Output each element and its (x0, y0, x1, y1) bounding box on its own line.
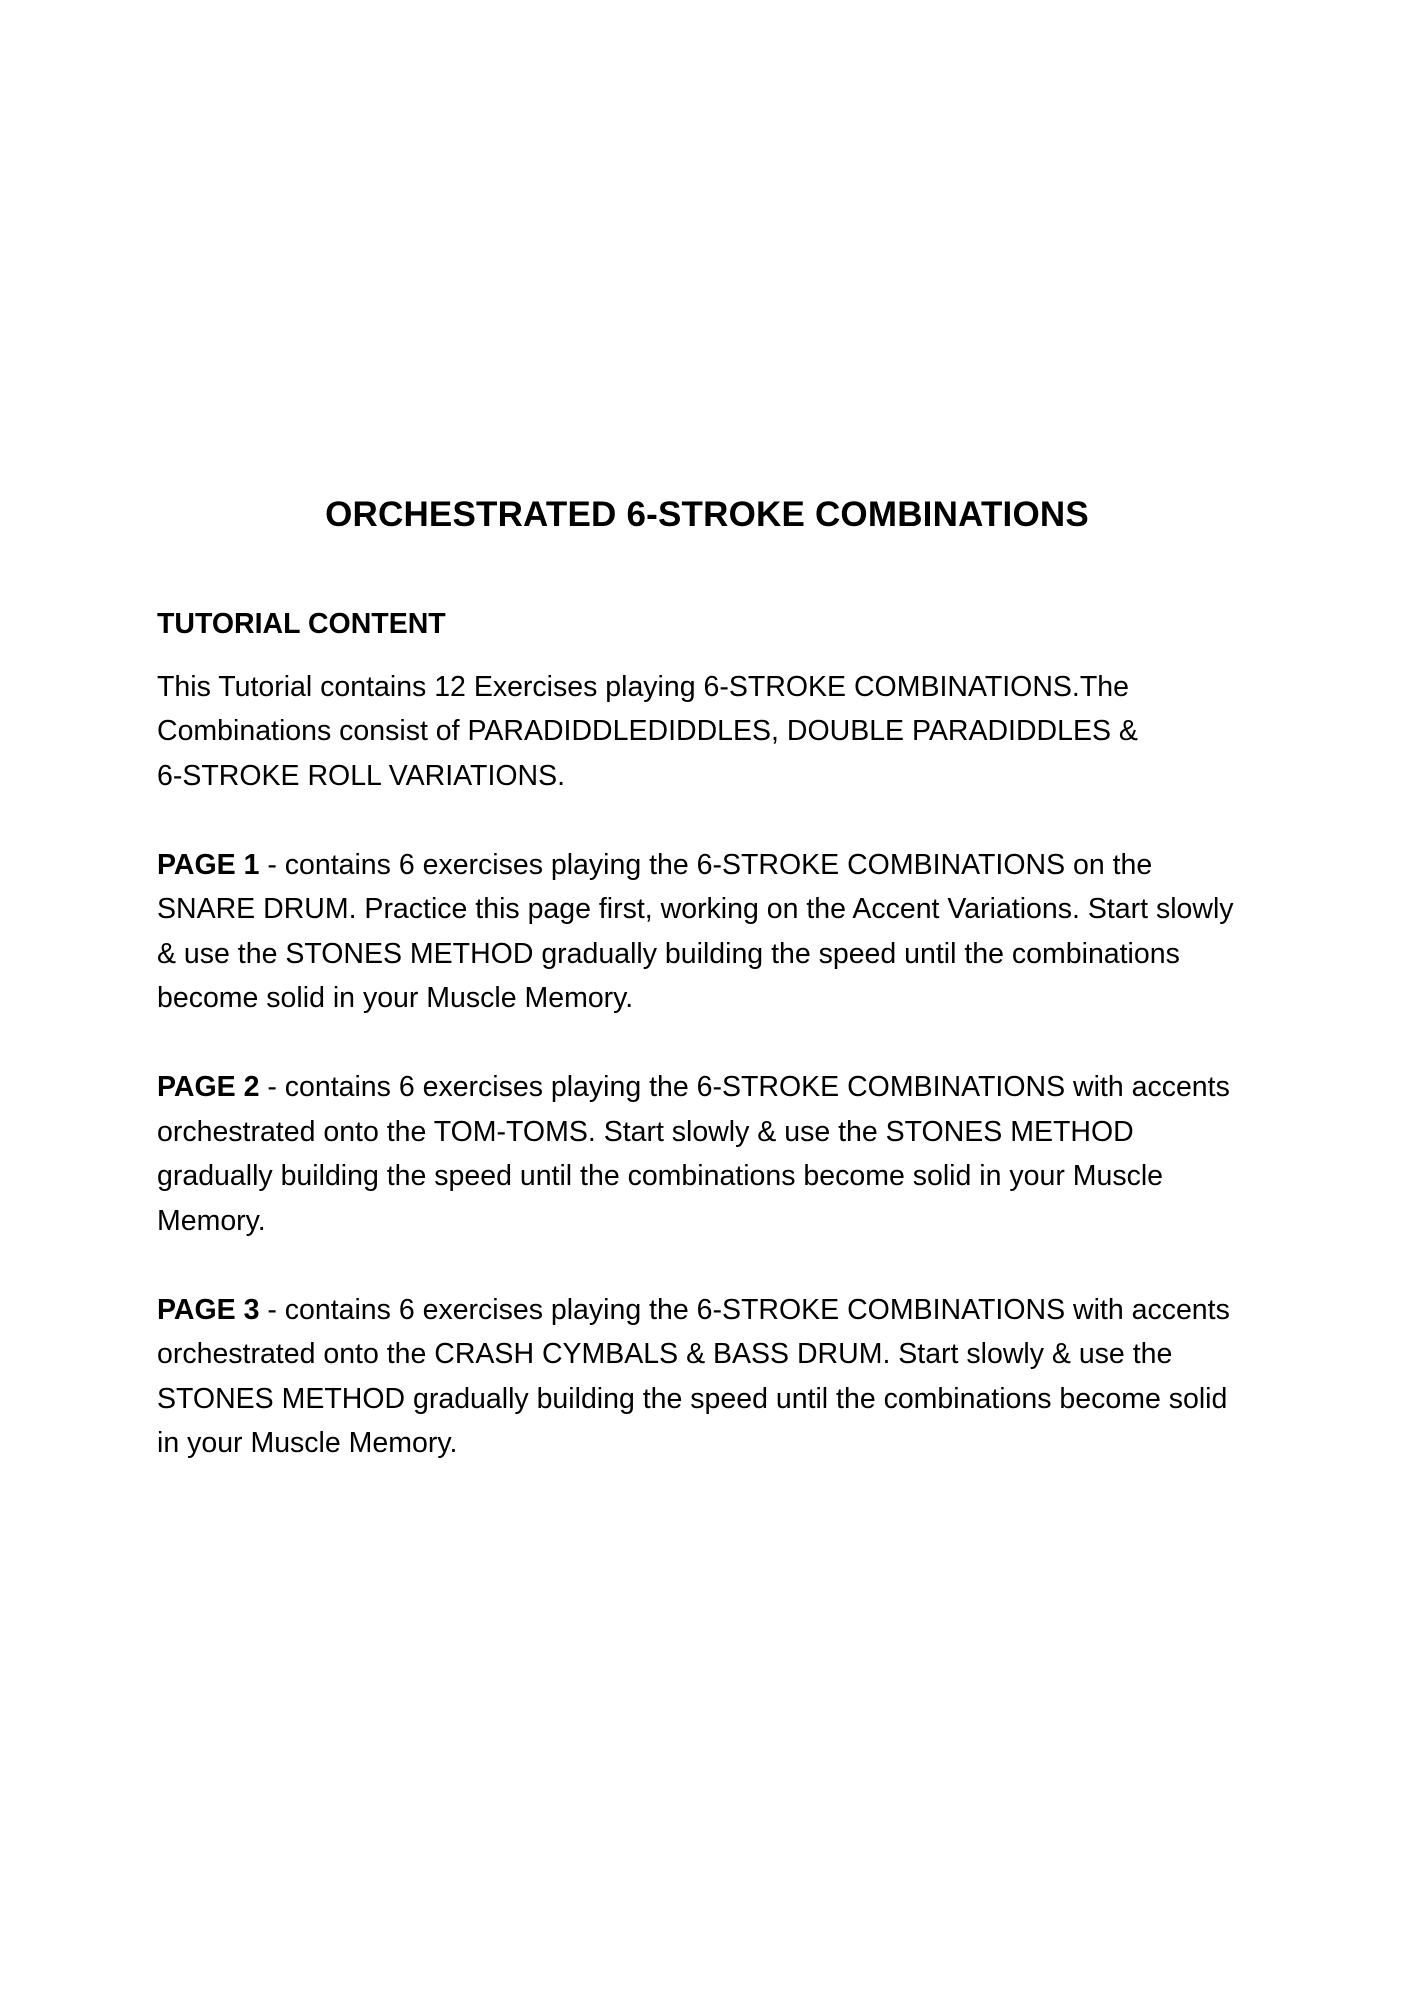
page-2-first-line-text: - contains 6 exercises playing the 6-STROKE COMBINATIONS with accents (259, 1071, 1230, 1103)
intro-line: 6-STROKE ROLL VARIATIONS. (157, 759, 566, 792)
page-3-label: PAGE 3 (157, 1293, 260, 1326)
page-3-line: STONES METHOD gradually building the speed until the combinations become solid (157, 1382, 1228, 1415)
page-2-paragraph (157, 1065, 1317, 1243)
page-2-line: orchestrated onto the TOM-TOMS. Start slowly & use the STONES METHOD (157, 1115, 1134, 1148)
page-1-first-line (157, 843, 1317, 888)
page-2-label: PAGE 2 (157, 1071, 260, 1103)
page-1-label: PAGE 1 (157, 848, 260, 881)
page-3-first-line (157, 1288, 1317, 1333)
page-3-paragraph (157, 1288, 1317, 1466)
page-3-line: in your Muscle Memory. (157, 1427, 458, 1459)
section-heading: TUTORIAL CONTENT (157, 608, 446, 640)
page-2-line: Memory. (157, 1204, 266, 1237)
page-1-line: & use the STONES METHOD gradually building the speed until the combinations (157, 937, 1180, 970)
intro-line: This Tutorial contains 12 Exercises playing 6-STROKE COMBINATIONS.The (157, 670, 1129, 703)
intro-paragraph (157, 665, 1317, 799)
document-title: ORCHESTRATED 6-STROKE COMBINATIONS (325, 495, 1089, 534)
page-2-first-line (157, 1065, 1317, 1110)
tutorial-content (157, 602, 1317, 1510)
page-1-line: SNARE DRUM. Practice this page first, working on the Accent Variations. Start slowly (157, 893, 1234, 925)
page-1-first-line-text: - contains 6 exercises playing the 6-STROKE COMBINATIONS on the (259, 848, 1153, 881)
intro-line: Combinations consist of PARADIDDLEDIDDLES, DOUBLE PARADIDDLES & (157, 715, 1138, 747)
page-1-line: become solid in your Muscle Memory. (157, 982, 634, 1014)
page-2-line: gradually building the speed until the combinations become solid in your Muscle (157, 1160, 1164, 1192)
page-3-first-line-text: - contains 6 exercises playing the 6-STROKE COMBINATIONS with accents (259, 1293, 1230, 1326)
page-1-paragraph (157, 843, 1317, 1021)
page-3-line: orchestrated onto the CRASH CYMBALS & BASS DRUM. Start slowly & use the (157, 1338, 1173, 1370)
